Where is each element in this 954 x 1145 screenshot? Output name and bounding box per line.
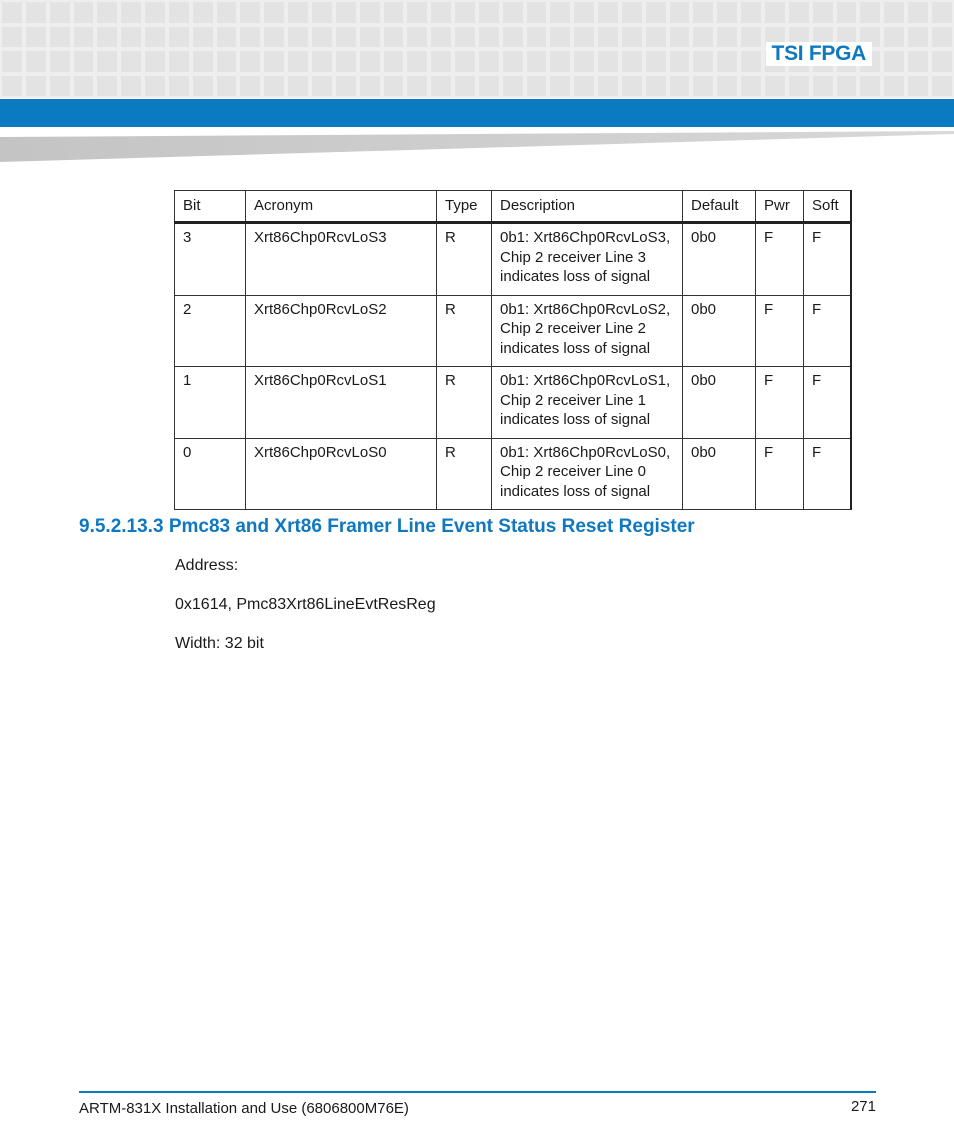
cell-bit: 0 xyxy=(175,438,246,510)
header-pattern-square xyxy=(813,76,833,97)
header-pattern-square xyxy=(646,27,666,48)
header-pattern-square xyxy=(217,51,237,72)
header-pattern-square xyxy=(479,27,499,48)
header-pattern-square xyxy=(431,2,451,23)
header-pattern-square xyxy=(717,51,737,72)
header-pattern-square xyxy=(384,76,404,97)
header-pattern-square xyxy=(884,51,904,72)
header-pattern-square xyxy=(693,76,713,97)
header-pattern-square xyxy=(240,27,260,48)
header-pattern-square xyxy=(574,2,594,23)
header-pattern-square xyxy=(145,51,165,72)
header-pattern-square xyxy=(384,27,404,48)
header-pattern-square xyxy=(932,51,952,72)
header-pattern-square xyxy=(741,76,761,97)
chapter-title: TSI FPGA xyxy=(766,42,872,66)
header-pattern-square xyxy=(360,27,380,48)
header-pattern-square xyxy=(670,27,690,48)
header-pattern-square xyxy=(193,76,213,97)
header-pattern-square xyxy=(288,27,308,48)
header-pattern-square xyxy=(336,76,356,97)
header-pattern-square xyxy=(74,51,94,72)
header-pattern-square xyxy=(97,51,117,72)
table-row xyxy=(175,367,852,439)
header-pattern-square xyxy=(908,51,928,72)
header-pattern-square xyxy=(336,2,356,23)
header-pattern-square xyxy=(932,27,952,48)
header-pattern-square xyxy=(908,27,928,48)
width-text: Width: 32 bit xyxy=(175,635,264,652)
header-pattern-square xyxy=(312,2,332,23)
cell-soft: F xyxy=(804,295,852,367)
table-header-row xyxy=(175,191,852,223)
header-pattern-square xyxy=(503,27,523,48)
header-pattern-square xyxy=(765,2,785,23)
header-pattern-square xyxy=(789,76,809,97)
cell-pwr: F xyxy=(756,367,804,439)
header-pattern-square xyxy=(550,51,570,72)
header-pattern-square xyxy=(503,51,523,72)
column-header: Description xyxy=(492,191,683,223)
header-pattern-square xyxy=(407,51,427,72)
cell-soft: F xyxy=(804,367,852,439)
header-pattern-square xyxy=(145,2,165,23)
header-blue-bar xyxy=(0,99,954,127)
column-header: Soft xyxy=(804,191,852,223)
header-pattern-square xyxy=(2,2,22,23)
cell-acronym: Xrt86Chp0RcvLoS3 xyxy=(246,223,437,296)
cell-acronym: Xrt86Chp0RcvLoS2 xyxy=(246,295,437,367)
cell-bit: 3 xyxy=(175,223,246,296)
header-pattern-square xyxy=(264,27,284,48)
header-pattern-square xyxy=(2,27,22,48)
header-pattern-square xyxy=(455,2,475,23)
header-pattern-square xyxy=(2,76,22,97)
header-pattern-square xyxy=(622,76,642,97)
header-pattern-square xyxy=(121,76,141,97)
header-pattern-square xyxy=(455,51,475,72)
header-pattern-square xyxy=(121,2,141,23)
page-number: 271 xyxy=(850,1098,876,1115)
header-pattern-square xyxy=(550,2,570,23)
cell-bit: 1 xyxy=(175,367,246,439)
header-pattern-square xyxy=(312,51,332,72)
section-title: Pmc83 and Xrt86 Framer Line Event Status Reset Register xyxy=(168,516,695,537)
header-pattern-square xyxy=(360,2,380,23)
column-header: Default xyxy=(683,191,756,223)
header-pattern-square xyxy=(646,51,666,72)
header-pattern-square xyxy=(479,2,499,23)
header-pattern-square xyxy=(431,51,451,72)
header-pattern-square xyxy=(74,2,94,23)
section-number: 9.5.2.13.3 xyxy=(79,516,164,537)
header-pattern-square xyxy=(193,51,213,72)
header-pattern-square xyxy=(264,76,284,97)
header-pattern-square xyxy=(884,27,904,48)
column-header: Pwr xyxy=(756,191,804,223)
header-pattern-square xyxy=(50,27,70,48)
table-row xyxy=(175,223,852,296)
header-pattern-square xyxy=(574,51,594,72)
header-pattern-square xyxy=(169,51,189,72)
header-pattern-square xyxy=(574,76,594,97)
header-pattern-square xyxy=(860,76,880,97)
header-pattern-square xyxy=(455,76,475,97)
header-pattern-square xyxy=(837,2,857,23)
header-pattern-square xyxy=(503,76,523,97)
address-value: 0x1614, Pmc83Xrt86LineEvtResReg xyxy=(175,596,436,613)
header-pattern-square xyxy=(264,2,284,23)
header-pattern-square xyxy=(574,27,594,48)
header-pattern-square xyxy=(598,76,618,97)
header-pattern-square xyxy=(837,76,857,97)
cell-default: 0b0 xyxy=(683,438,756,510)
header-pattern-square xyxy=(74,76,94,97)
header-pattern-square xyxy=(26,2,46,23)
header-pattern-square xyxy=(765,76,785,97)
cell-description: 0b1: Xrt86Chp0RcvLoS1, Chip 2 receiver Line 1 indicates loss of signal xyxy=(492,367,683,439)
header-pattern-square xyxy=(360,76,380,97)
header-pattern-square xyxy=(264,51,284,72)
header-pattern-square xyxy=(503,2,523,23)
cell-soft: F xyxy=(804,438,852,510)
header-pattern-square xyxy=(932,76,952,97)
cell-type: R xyxy=(437,295,492,367)
header-pattern-square xyxy=(50,76,70,97)
header-pattern-square xyxy=(670,76,690,97)
header-pattern-square xyxy=(693,2,713,23)
header-pattern-square xyxy=(717,2,737,23)
column-header: Acronym xyxy=(246,191,437,223)
header-pattern-square xyxy=(479,76,499,97)
header-pattern-square xyxy=(932,2,952,23)
header-pattern-square xyxy=(97,2,117,23)
header-pattern-square xyxy=(217,27,237,48)
header-pattern-square xyxy=(169,27,189,48)
cell-type: R xyxy=(437,438,492,510)
header-pattern-square xyxy=(550,76,570,97)
header-pattern-square xyxy=(217,2,237,23)
header-pattern-square xyxy=(622,2,642,23)
header-pattern-square xyxy=(336,51,356,72)
header-pattern-square xyxy=(527,27,547,48)
header-pattern-square xyxy=(479,51,499,72)
header-pattern-square xyxy=(741,2,761,23)
header-pattern-square xyxy=(312,27,332,48)
header-pattern-square xyxy=(217,76,237,97)
register-table xyxy=(174,190,852,510)
header-grey-wedge xyxy=(0,131,954,165)
header-pattern-square xyxy=(741,51,761,72)
cell-default: 0b0 xyxy=(683,367,756,439)
cell-type: R xyxy=(437,367,492,439)
header-pattern-square xyxy=(50,2,70,23)
header-pattern-square xyxy=(717,76,737,97)
header-pattern-square xyxy=(240,2,260,23)
header-pattern-square xyxy=(598,51,618,72)
address-label: Address: xyxy=(175,557,239,574)
column-header: Type xyxy=(437,191,492,223)
cell-soft: F xyxy=(804,223,852,296)
header-pattern-square xyxy=(527,51,547,72)
header-pattern-square xyxy=(384,51,404,72)
cell-description: 0b1: Xrt86Chp0RcvLoS0, Chip 2 receiver Line 0 indicates loss of signal xyxy=(492,438,683,510)
header-pattern-square xyxy=(145,76,165,97)
header-pattern-square xyxy=(741,27,761,48)
header-pattern-square xyxy=(169,2,189,23)
header-pattern-square xyxy=(336,27,356,48)
header-pattern-square xyxy=(622,51,642,72)
header-pattern-square xyxy=(50,51,70,72)
header-pattern-square xyxy=(26,27,46,48)
header-pattern-square xyxy=(407,27,427,48)
header-pattern-square xyxy=(121,27,141,48)
header-pattern-square xyxy=(288,51,308,72)
header-pattern-square xyxy=(860,2,880,23)
header-pattern-square xyxy=(384,2,404,23)
header-pattern-square xyxy=(74,27,94,48)
header-pattern-square xyxy=(693,27,713,48)
header-pattern-square xyxy=(789,2,809,23)
header-pattern-square xyxy=(97,76,117,97)
header-pattern-square xyxy=(598,27,618,48)
cell-default: 0b0 xyxy=(683,295,756,367)
header-pattern-square xyxy=(527,2,547,23)
table-row xyxy=(175,295,852,367)
header-pattern-square xyxy=(407,2,427,23)
footer-document-title: ARTM-831X Installation and Use (6806800M76E) xyxy=(79,1100,409,1117)
header-pattern-square xyxy=(646,76,666,97)
header-pattern-square xyxy=(193,2,213,23)
header-pattern-square xyxy=(884,2,904,23)
header-pattern-square xyxy=(431,76,451,97)
header-pattern-square xyxy=(550,27,570,48)
cell-acronym: Xrt86Chp0RcvLoS0 xyxy=(246,438,437,510)
header-pattern-square xyxy=(312,76,332,97)
cell-default: 0b0 xyxy=(683,223,756,296)
header-pattern-square xyxy=(813,2,833,23)
header-pattern-square xyxy=(908,76,928,97)
header-pattern-square xyxy=(169,76,189,97)
header-pattern-square xyxy=(360,51,380,72)
header-pattern-square xyxy=(240,51,260,72)
header-pattern-square xyxy=(193,27,213,48)
cell-acronym: Xrt86Chp0RcvLoS1 xyxy=(246,367,437,439)
footer-divider xyxy=(79,1091,876,1093)
cell-type: R xyxy=(437,223,492,296)
cell-pwr: F xyxy=(756,295,804,367)
section-heading xyxy=(79,516,695,538)
header-pattern-square xyxy=(431,27,451,48)
header-pattern-square xyxy=(527,76,547,97)
header-pattern-square xyxy=(884,76,904,97)
header-pattern-square xyxy=(288,2,308,23)
header-pattern-square xyxy=(97,27,117,48)
header-pattern-square xyxy=(717,27,737,48)
header-pattern-square xyxy=(407,76,427,97)
header-pattern-square xyxy=(908,2,928,23)
header-pattern-square xyxy=(670,2,690,23)
header-pattern-square xyxy=(455,27,475,48)
header-pattern-square xyxy=(598,2,618,23)
header-pattern-square xyxy=(693,51,713,72)
cell-description: 0b1: Xrt86Chp0RcvLoS3, Chip 2 receiver Line 3 indicates loss of signal xyxy=(492,223,683,296)
header-pattern-square xyxy=(26,76,46,97)
header-pattern-square xyxy=(646,2,666,23)
header-pattern-square xyxy=(145,27,165,48)
column-header: Bit xyxy=(175,191,246,223)
header-pattern-square xyxy=(240,76,260,97)
header-pattern-square xyxy=(670,51,690,72)
header-pattern-square xyxy=(622,27,642,48)
header-pattern-square xyxy=(26,51,46,72)
table-row xyxy=(175,438,852,510)
cell-pwr: F xyxy=(756,223,804,296)
header-pattern-square xyxy=(288,76,308,97)
header-pattern-square xyxy=(2,51,22,72)
cell-bit: 2 xyxy=(175,295,246,367)
header-pattern-square xyxy=(121,51,141,72)
cell-description: 0b1: Xrt86Chp0RcvLoS2, Chip 2 receiver Line 2 indicates loss of signal xyxy=(492,295,683,367)
cell-pwr: F xyxy=(756,438,804,510)
